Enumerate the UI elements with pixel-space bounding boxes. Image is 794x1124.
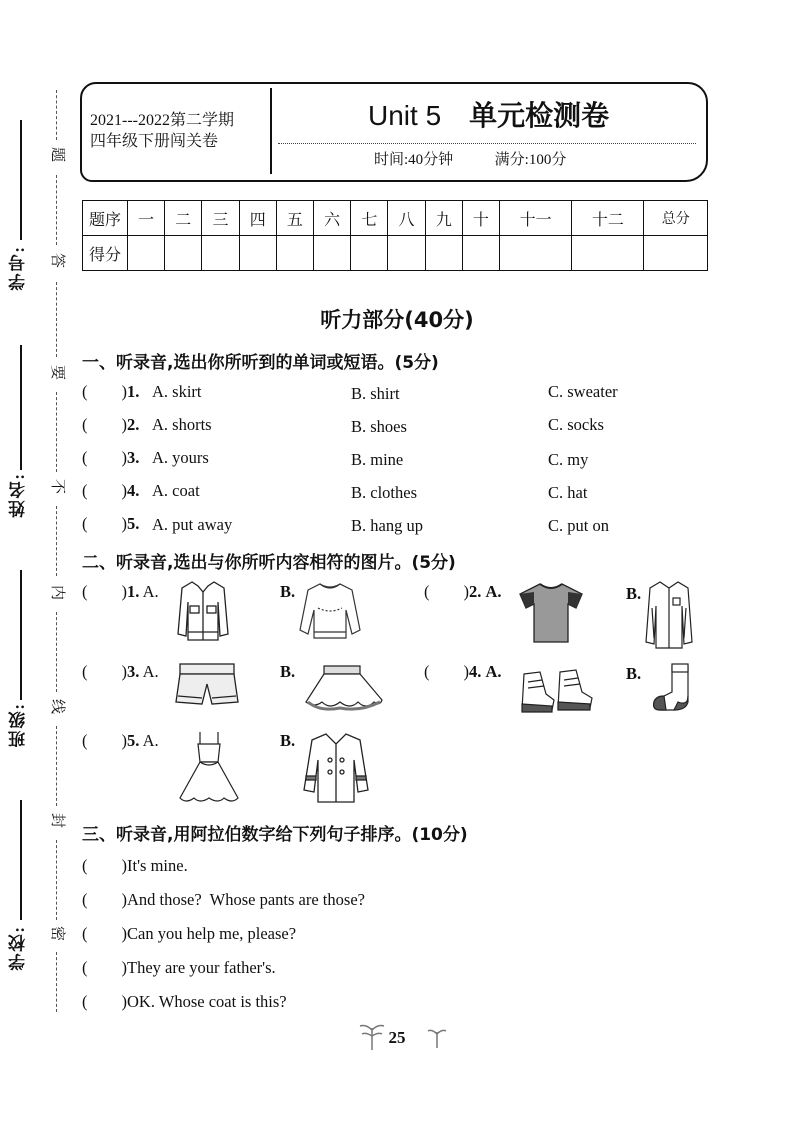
student-id-line: [20, 120, 22, 240]
time-text: 时间:40分钟: [374, 152, 454, 168]
option-c: C. socks: [548, 415, 604, 434]
header-dotted-line: [278, 143, 696, 144]
answer-paren[interactable]: ( )1.: [82, 382, 140, 401]
section-title: 听力部分(40分): [320, 308, 474, 332]
seal-dash: [56, 506, 57, 576]
score-cell[interactable]: [239, 236, 276, 271]
score-cell[interactable]: [500, 236, 572, 271]
exam-type-text: 四年级下册闯关卷: [90, 133, 219, 150]
seal-dash: [56, 840, 57, 920]
option-b: B. clothes: [351, 483, 417, 502]
option-b: B. hang up: [351, 516, 423, 535]
table-cell: 七: [351, 201, 388, 236]
score-cell[interactable]: [128, 236, 165, 271]
seal-char: 要: [51, 363, 66, 379]
table-cell: 得分: [83, 236, 128, 271]
table-cell: 一: [128, 201, 165, 236]
plant-icon: [426, 1026, 448, 1050]
unit-label: Unit 5: [368, 100, 442, 131]
option-a: A. skirt: [152, 382, 202, 401]
q3-heading: 三、听录音,用阿拉伯数字给下列句子排序。(10分): [82, 825, 468, 845]
coat-icon[interactable]: [300, 730, 372, 806]
seal-dash: [56, 612, 57, 692]
q3-item[interactable]: ( )Can you help me, please?: [82, 924, 297, 943]
score-value-row: [83, 236, 708, 271]
answer-paren[interactable]: ( )2.: [82, 415, 140, 434]
class-line: [20, 570, 22, 700]
skirt-icon[interactable]: [300, 662, 384, 712]
option-b-label: B.: [280, 582, 296, 601]
score-cell[interactable]: [425, 236, 462, 271]
q3-item[interactable]: ( )They are your father's.: [82, 958, 276, 977]
answer-paren[interactable]: ( )4.: [82, 481, 140, 500]
semester-text: 2021---2022第二学期: [90, 112, 234, 129]
title-label: 单元检测卷: [469, 101, 610, 132]
option-b-label: B.: [626, 584, 642, 603]
option-a: A. put away: [152, 515, 233, 534]
shirt-icon[interactable]: [644, 578, 694, 650]
score-cell[interactable]: [314, 236, 351, 271]
full-score-text: 满分:100分: [494, 152, 567, 168]
table-cell: 五: [276, 201, 313, 236]
score-cell[interactable]: [276, 236, 313, 271]
option-c: C. hat: [548, 483, 588, 502]
score-cell[interactable]: [202, 236, 239, 271]
answer-paren[interactable]: ( )3. A.: [82, 662, 159, 681]
answer-paren[interactable]: ( )2. A.: [424, 582, 502, 601]
table-cell: 十: [462, 201, 499, 236]
class-label: 班级:: [9, 702, 28, 748]
q3-item[interactable]: ( )OK. Whose coat is this?: [82, 992, 287, 1011]
answer-paren[interactable]: ( )4. A.: [424, 662, 502, 681]
table-cell: 总分: [644, 201, 708, 236]
score-cell[interactable]: [572, 236, 644, 271]
table-cell: 十一: [500, 201, 572, 236]
answer-paren[interactable]: ( )3.: [82, 448, 140, 467]
dress-icon[interactable]: [176, 730, 242, 806]
seal-char: 线: [51, 697, 66, 713]
seal-dash: [56, 175, 57, 245]
table-cell: 题序: [83, 201, 128, 236]
option-b: B. mine: [351, 450, 404, 469]
table-cell: 二: [165, 201, 202, 236]
option-a: A. coat: [152, 481, 200, 500]
seal-char: 题: [51, 145, 66, 161]
score-cell[interactable]: [351, 236, 388, 271]
table-cell: 四: [239, 201, 276, 236]
school-line: [20, 800, 22, 920]
answer-paren[interactable]: ( )5.: [82, 514, 140, 533]
sweater-icon[interactable]: [298, 578, 362, 644]
table-cell: 九: [425, 201, 462, 236]
seal-dash: [56, 90, 57, 140]
score-cell[interactable]: [462, 236, 499, 271]
socks-icon[interactable]: [648, 662, 698, 716]
page-number: 25: [388, 1028, 406, 1047]
option-c: C. sweater: [548, 382, 618, 401]
option-b: B. shirt: [351, 384, 400, 403]
answer-paren[interactable]: ( )1. A.: [82, 582, 159, 601]
option-a: A. yours: [152, 448, 209, 467]
jacket-icon[interactable]: [174, 578, 232, 644]
score-cell[interactable]: [644, 236, 708, 271]
unit-title: [368, 94, 609, 134]
seal-dash: [56, 726, 57, 806]
option-c: C. put on: [548, 516, 609, 535]
option-b-label: B.: [280, 731, 296, 750]
score-cell[interactable]: [388, 236, 425, 271]
student-id-label: 学号:: [9, 245, 28, 291]
q1-heading: 一、听录音,选出你所听到的单词或短语。(5分): [82, 353, 439, 373]
shorts-icon[interactable]: [174, 662, 240, 706]
school-label: 学校:: [9, 925, 28, 971]
score-cell[interactable]: [165, 236, 202, 271]
table-cell: 八: [388, 201, 425, 236]
seal-char: 不: [51, 477, 66, 493]
option-b-label: B.: [280, 662, 296, 681]
table-cell: 三: [202, 201, 239, 236]
answer-paren[interactable]: ( )5. A.: [82, 731, 159, 750]
score-header-row: [83, 201, 708, 236]
seal-char: 封: [51, 811, 66, 827]
shoes-icon[interactable]: [516, 664, 596, 718]
q3-item[interactable]: ( )And those? Whose pants are those?: [82, 890, 365, 909]
q3-item[interactable]: ( )It's mine.: [82, 856, 188, 875]
table-cell: 六: [314, 201, 351, 236]
t-shirt-icon[interactable]: [516, 580, 586, 646]
option-c: C. my: [548, 450, 589, 469]
score-table: [82, 200, 708, 271]
time-score-line: [374, 148, 566, 169]
header-left: [90, 110, 234, 152]
q2-heading: 二、听录音,选出与你所听内容相符的图片。(5分): [82, 553, 456, 573]
name-label: 姓名:: [9, 472, 28, 518]
option-a: A. shorts: [152, 415, 212, 434]
seal-char: 内: [51, 583, 66, 599]
name-line: [20, 345, 22, 470]
seal-dash: [56, 392, 57, 472]
seal-char: 答: [51, 251, 66, 267]
option-b: B. shoes: [351, 417, 407, 436]
option-b-label: B.: [626, 664, 642, 683]
header-divider: [270, 88, 272, 174]
seal-char: 密: [51, 924, 66, 940]
table-cell: 十二: [572, 201, 644, 236]
seal-dash: [56, 952, 57, 1012]
